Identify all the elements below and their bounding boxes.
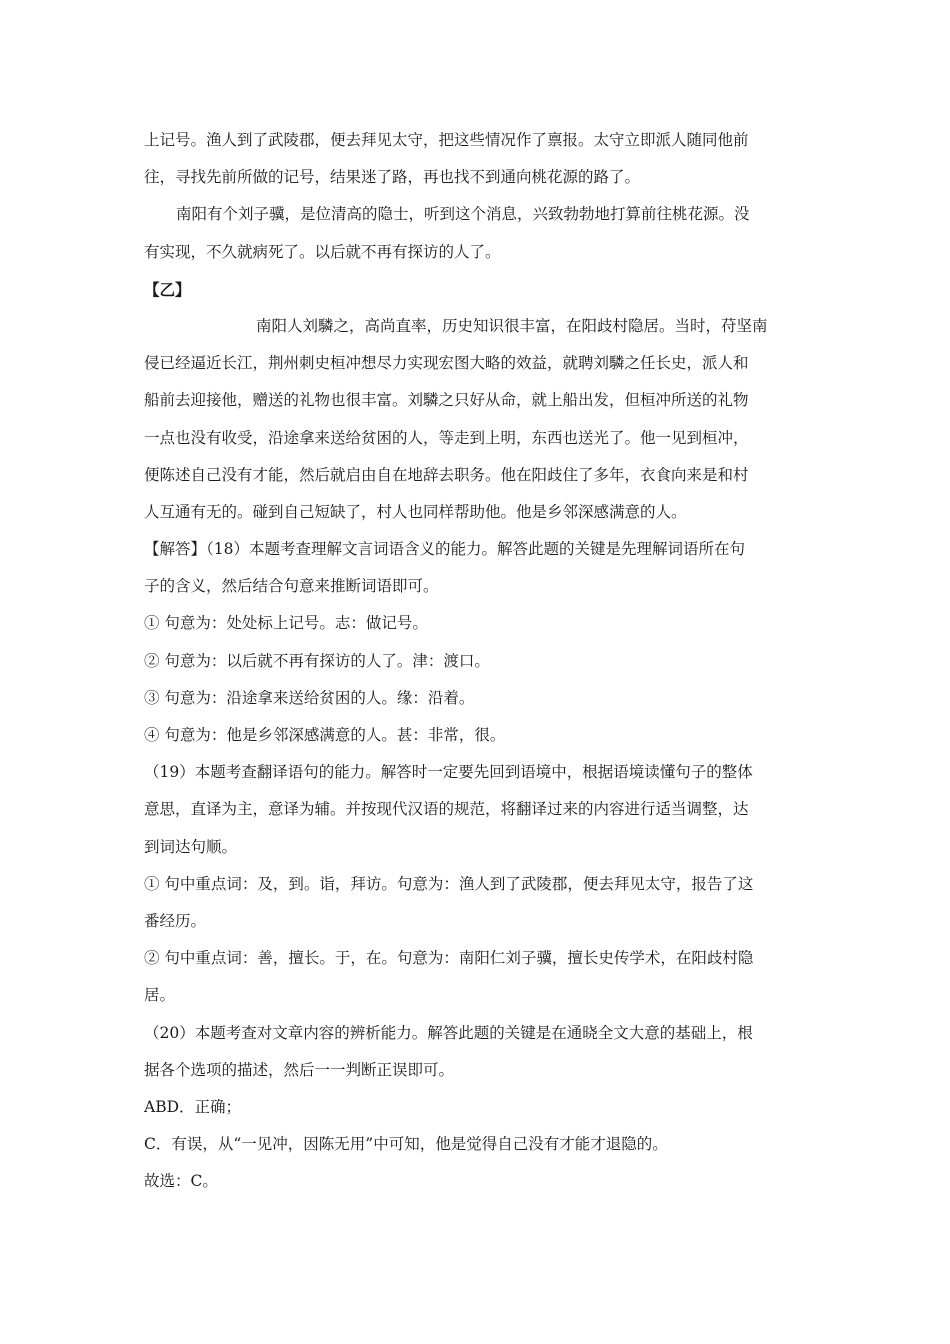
text-line: 往，寻找先前所做的记号，结果迷了路，再也找不到通向桃花源的路了。 <box>144 168 641 187</box>
document-body <box>144 122 814 1200</box>
text-line: 上记号。渔人到了武陵郡，便去拜见太守，把这些情况作了禀报。太守立即派人随同他前 <box>144 131 749 149</box>
text-line: 便陈述自己没有才能，然后就启由自在地辞去职务。他在阳歧住了多年，衣食向来是和村 <box>144 465 749 484</box>
text-line: 人互通有无的。碰到自己短缺了，村人也同样帮助他。他是乡邻深感满意的人。 <box>144 502 687 521</box>
list-item: ② 句中重点词：善，擅长。于，在。句意为：南阳仁刘子骥，擅长史传学术，在阳歧村隐 <box>144 949 754 968</box>
text-line: 一点也没有收受，沿途拿来送给贫困的人，等走到上明，东西也送光了。他一见到桓冲， <box>144 428 749 447</box>
text-line: 子的含义，然后结合句意来推断词语即可。 <box>144 577 439 596</box>
text-line: 番经历。 <box>144 911 207 930</box>
text-line: （19）本题考查翻译语句的能力。解答时一定要先回到语境中，根据语境读懂句子的整体 <box>144 763 753 782</box>
text-line: 南阳有个刘子骥，是位清高的隐士，听到这个消息，兴致勃勃地打算前往桃花源。没 <box>176 205 750 224</box>
text-line: （20）本题考查对文章内容的辨析能力。解答此题的关键是在通晓全文大意的基础上，根 <box>144 1023 753 1042</box>
text-line: 据各个选项的描述，然后一一判断正误即可。 <box>144 1060 455 1079</box>
answer-heading: 【解答】（18）本题考查理解文言词语含义的能力。解答此题的关键是先理解词语所在句 <box>144 540 745 559</box>
text-line: 南阳人刘驎之，高尚直率，历史知识很丰富，在阳歧村隐居。当时，苻坚南 <box>256 316 768 335</box>
section-heading-yi: 【乙】 <box>144 279 191 299</box>
text-line: 有实现，不久就病死了。以后就不再有探访的人了。 <box>144 242 501 261</box>
text-line: 船前去迎接他，赠送的礼物也很丰富。刘驎之只好从命，就上船出发，但桓冲所送的礼物 <box>144 391 749 410</box>
text-line: 居。 <box>144 986 176 1005</box>
list-item: ④ 句意为：他是乡邻深感满意的人。甚：非常，很。 <box>144 726 506 744</box>
text-line: 意思，直译为主，意译为辅。并按现代汉语的规范，将翻译过来的内容进行适当调整，达 <box>144 800 749 819</box>
list-item: ③ 句意为：沿途拿来送给贫困的人。缘：沿着。 <box>144 688 475 707</box>
text-line: ABD．正确； <box>144 1097 242 1116</box>
text-line: 侵已经逼近长江，荆州刺史桓冲想尽力实现宏图大略的效益，就聘刘驎之任长史，派人和 <box>144 354 749 373</box>
text-line: 故选：C。 <box>144 1172 218 1191</box>
list-item: ① 句意为：处处标上记号。志：做记号。 <box>144 614 428 633</box>
text-line: C．有误，从“一见冲，因陈无用”中可知，他是觉得自己没有才能才退隐的。 <box>144 1135 668 1154</box>
text-line: 到词达句顺。 <box>144 837 238 856</box>
list-item: ② 句意为：以后就不再有探访的人了。津：渡口。 <box>144 651 490 670</box>
list-item: ① 句中重点词：及，到。诣，拜访。句意为：渔人到了武陵郡，便去拜见太守，报告了这 <box>144 874 754 893</box>
